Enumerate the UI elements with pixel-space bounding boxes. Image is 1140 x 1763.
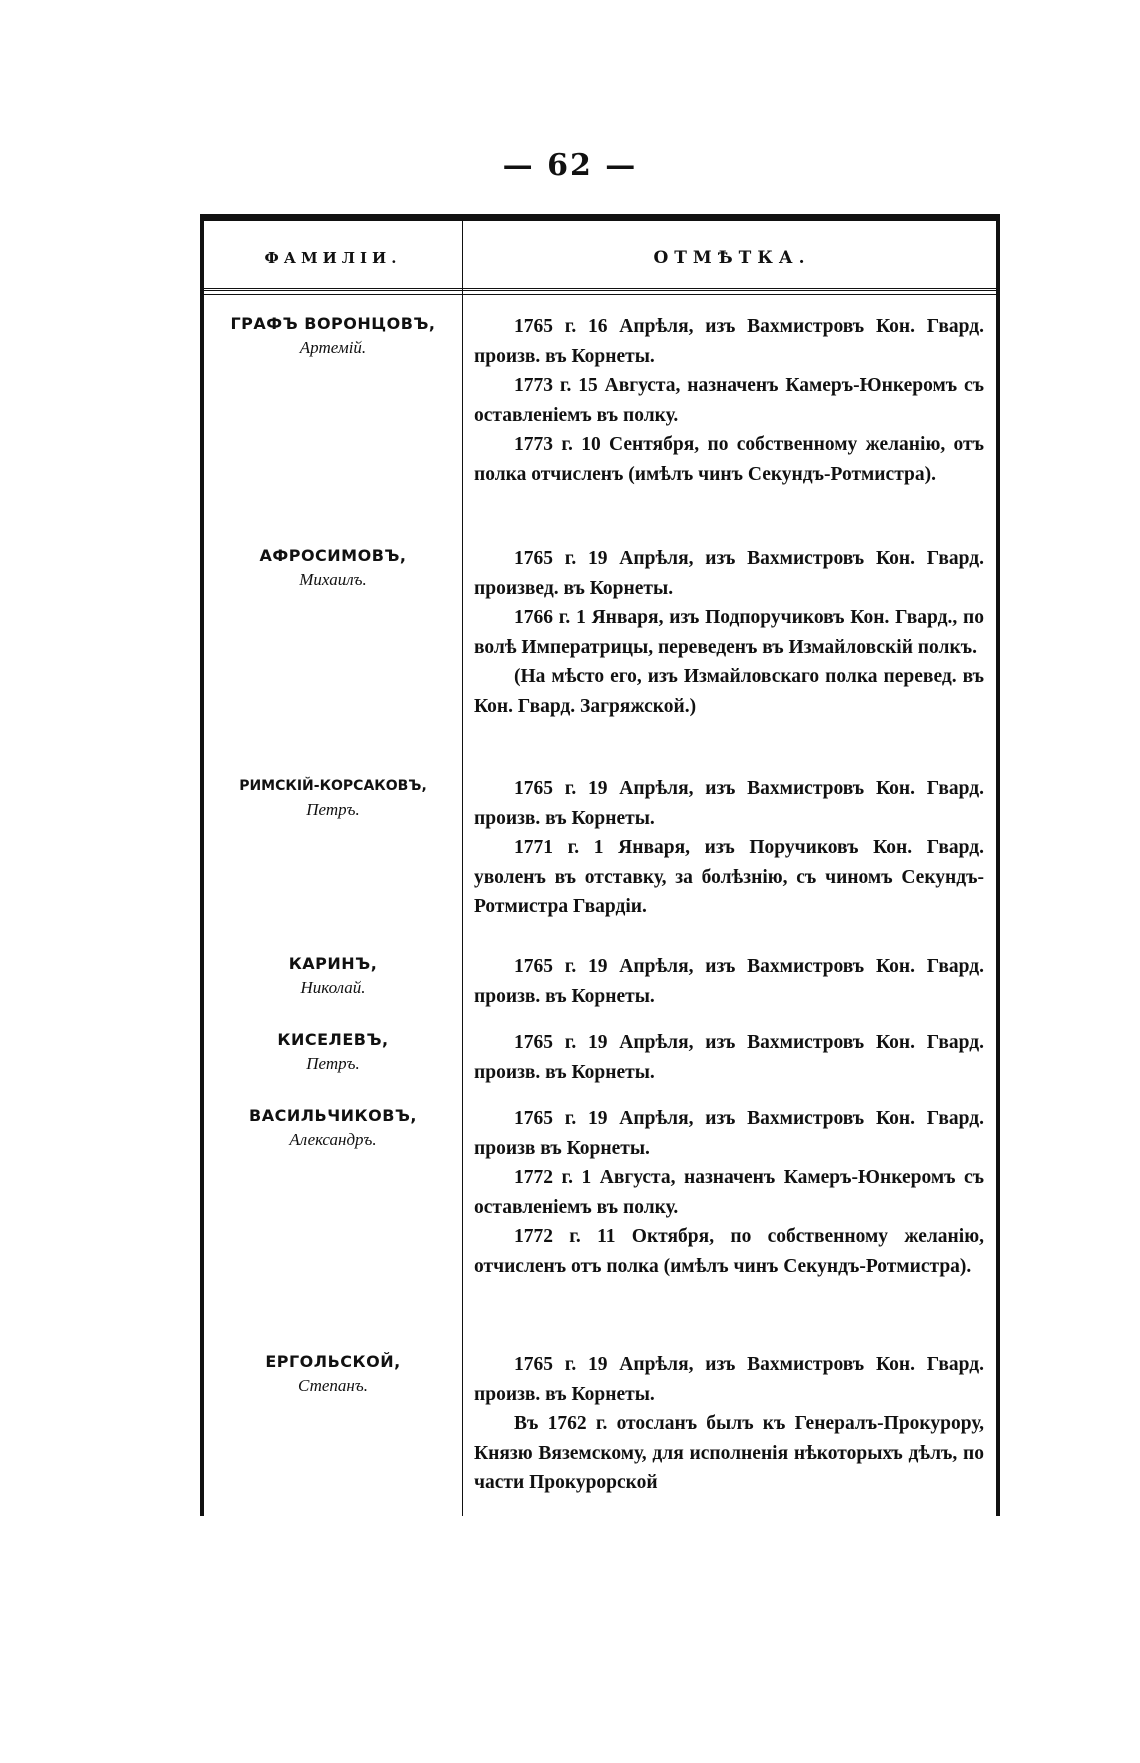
remark-paragraph: 1772 г. 1 Августа, назначенъ Камеръ-Юнкеромъ съ оставленіемъ въ полку. — [474, 1167, 984, 1218]
person-name — [204, 312, 462, 360]
remark-paragraph: Въ 1762 г. отосланъ былъ къ Генералъ-Прокурору, Князю Вяземскому, для исполненія нѣкоторыхъ дѣлъ, по части Прокурорской — [474, 1413, 984, 1493]
given-name: Петръ. — [306, 800, 360, 819]
remark-paragraph: 1765 г. 19 Апрѣля, изъ Вахмистровъ Кон. Гвард. произв. въ Корнеты. — [474, 778, 984, 829]
surname: АФРОСИМОВЪ, — [259, 546, 407, 565]
person-name — [204, 544, 462, 592]
surname: ЕРГОЛЬСКОЙ, — [265, 1352, 401, 1371]
remark-paragraph: 1765 г. 19 Апрѣля, изъ Вахмистровъ Кон. Гвард. произв. въ Корнеты. — [474, 1354, 984, 1405]
header-surnames: ФАМИЛІИ. — [264, 249, 402, 267]
table-top-rule — [200, 214, 1000, 221]
remark-paragraph: 1773 г. 10 Сентября, по собственному желанію, отъ полка отчисленъ (имѣлъ чинъ Секундъ-Ротмистра). — [474, 434, 984, 485]
column-divider — [462, 221, 463, 1516]
remark-paragraph: 1765 г. 19 Апрѣля, изъ Вахмистровъ Кон. Гвард. произвед. въ Корнеты. — [474, 548, 984, 599]
remark-text — [474, 952, 984, 1011]
surname: ГРАФЪ ВОРОНЦОВЪ, — [230, 314, 436, 333]
remark-paragraph: 1766 г. 1 Января, изъ Подпоручиковъ Кон. Гвард., по волѣ Императрицы, переведенъ въ Измайловскій полкъ. — [474, 607, 984, 658]
given-name: Петръ. — [306, 1054, 360, 1073]
remark-text — [474, 1350, 984, 1498]
person-name — [204, 1350, 462, 1398]
remark-paragraph: 1771 г. 1 Января, изъ Поручиковъ Кон. Гвард. уволенъ въ отставку, за болѣзнію, съ чиномъ Секундъ-Ротмистра Гвардіи. — [474, 837, 984, 917]
header-double-rule — [204, 288, 996, 291]
person-name — [204, 1104, 462, 1152]
surname: РИМСКІЙ-КОРСАКОВЪ, — [239, 778, 427, 794]
given-name: Александръ. — [289, 1130, 377, 1149]
surname: КИСЕЛЕВЪ, — [277, 1030, 389, 1049]
surname: КАРИНЪ, — [288, 954, 378, 973]
page-number: — 62 — — [502, 148, 638, 183]
service-record-table — [200, 214, 1000, 1516]
surname: ВАСИЛЬЧИКОВЪ, — [249, 1106, 417, 1125]
remark-paragraph: 1772 г. 11 Октября, по собственному желанію, отчисленъ отъ полка (имѣлъ чинъ Секундъ-Ротмистра). — [474, 1226, 984, 1277]
remark-text — [474, 774, 984, 922]
remark-paragraph: 1765 г. 16 Апрѣля, изъ Вахмистровъ Кон. Гвард. произв. въ Корнеты. — [474, 316, 984, 367]
given-name: Артемій. — [299, 338, 367, 357]
remark-text — [474, 1104, 984, 1281]
remark-paragraph: 1765 г. 19 Апрѣля, изъ Вахмистровъ Кон. Гвард. произв. въ Корнеты. — [474, 1032, 984, 1083]
remark-text — [474, 544, 984, 721]
header-bottom-rule — [204, 294, 996, 295]
remark-paragraph: 1765 г. 19 Апрѣля, изъ Вахмистровъ Кон. Гвард. произв. въ Корнеты. — [474, 956, 984, 1007]
given-name: Михаилъ. — [299, 570, 367, 589]
remark-paragraph: (На мѣсто его, изъ Измайловскаго полка перевед. въ Кон. Гвард. Загряжской.) — [474, 666, 984, 717]
remark-paragraph: 1773 г. 15 Августа, назначенъ Камеръ-Юнкеромъ съ оставленіемъ въ полку. — [474, 375, 984, 426]
remark-paragraph: 1765 г. 19 Апрѣля, изъ Вахмистровъ Кон. Гвард. произв въ Корнеты. — [474, 1108, 984, 1159]
given-name: Степанъ. — [298, 1376, 368, 1395]
remark-text — [474, 312, 984, 489]
given-name: Николай. — [300, 978, 366, 997]
remark-text — [474, 1028, 984, 1087]
person-name — [204, 774, 462, 822]
person-name — [204, 1028, 462, 1076]
person-name — [204, 952, 462, 1000]
header-remarks: ОТМѢТКА. — [653, 248, 811, 268]
